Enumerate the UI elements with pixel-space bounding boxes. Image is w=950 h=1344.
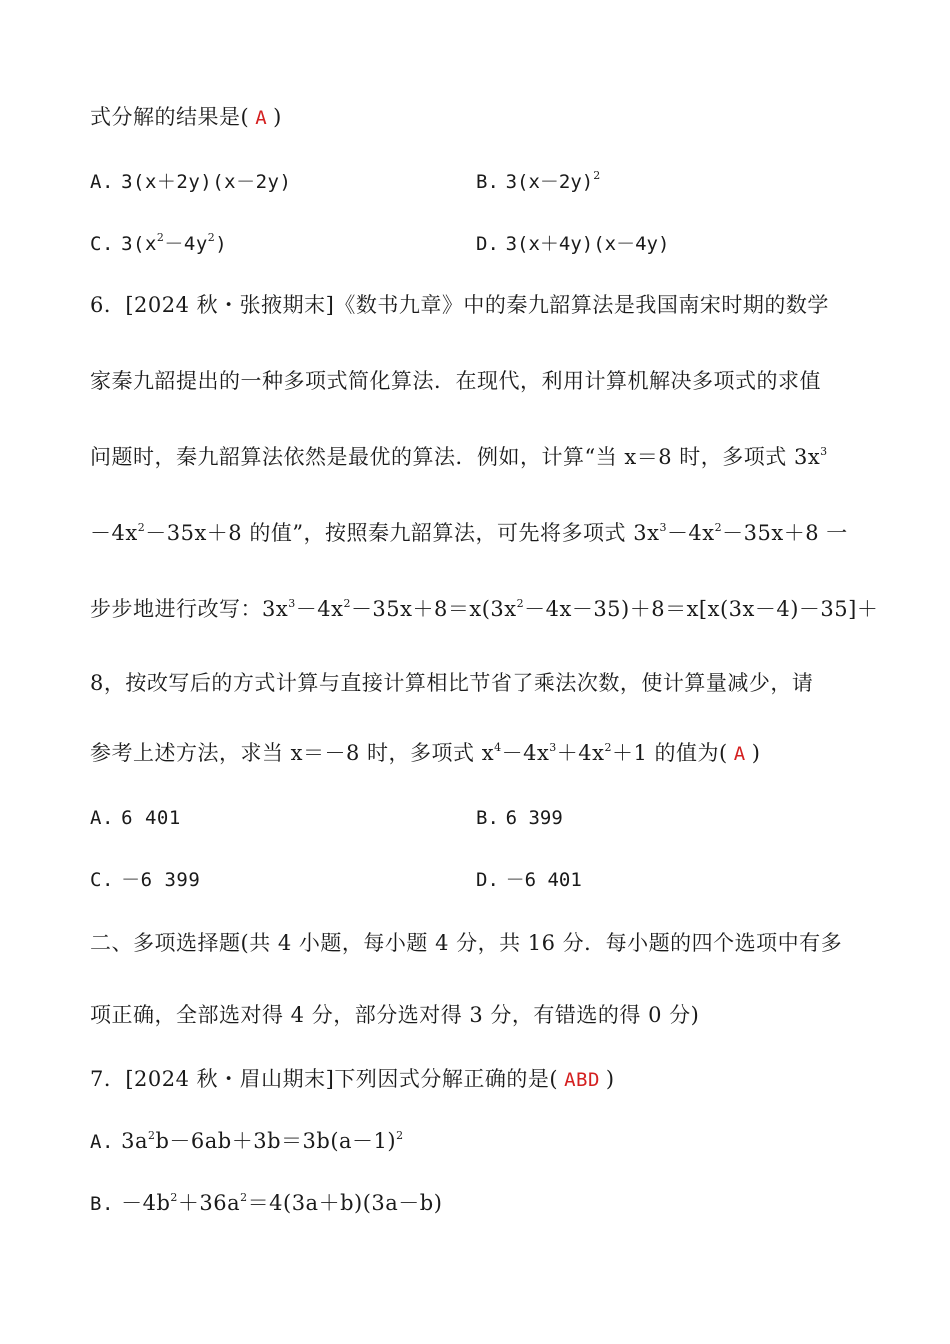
q6-line-7-sup: 3: [549, 741, 557, 754]
q6-option-c-value: －6 399: [121, 869, 201, 891]
q7-option-a: [90, 1126, 870, 1157]
q6-line-4-part: －35x＋8 的值”，按照秦九韶算法，可先将多项式 3x: [145, 521, 660, 545]
q6-line-1: 6．[2024 秋・张掖期末]《数书九章》中的秦九韶算法是我国南宋时期的数学: [90, 293, 829, 317]
q5-option-c-sup1: 2: [156, 231, 165, 244]
q6-line-7: [90, 738, 870, 769]
q6-line-5-part: －35x＋8＝x(3x: [350, 597, 517, 621]
q7-option-b: [90, 1188, 870, 1219]
q6-line-5-part: －4x－35)＋8＝x[x(3x－4)－35]＋: [524, 597, 879, 621]
q6-line-4-sup: 3: [659, 521, 667, 534]
q7-option-a-part: b－6ab＋3b＝3b(a－1): [155, 1129, 397, 1153]
q5-option-b-sup: 2: [593, 169, 601, 182]
q6-option-d: [476, 864, 582, 895]
q5-option-a-label: A.: [90, 171, 114, 193]
q7-answer: ABD: [564, 1069, 600, 1091]
q6-line-2: 家秦九韶提出的一种多项式简化算法．在现代，利用计算机解决多项式的求值: [90, 369, 821, 393]
q5-option-c-sup2: 2: [207, 231, 216, 244]
q5-option-b-label: B.: [476, 171, 499, 193]
q5-option-c-expr-a: 3(x: [121, 233, 157, 255]
q6-line-4-sup: 2: [137, 521, 146, 534]
q5-option-d: [476, 228, 669, 259]
q6-line-5-part: 步步地进行改写：3x: [90, 597, 289, 621]
q6-option-d-label: D.: [476, 869, 499, 891]
q6-line-7-sup: 4: [494, 741, 502, 754]
q6-option-a-label: A.: [90, 807, 114, 829]
q6-line-4: [90, 518, 870, 548]
q6-option-a-value: 6 401: [121, 807, 181, 829]
q7-option-b-part: ＋36a: [177, 1191, 241, 1215]
q6-close-paren: ): [751, 741, 761, 765]
q6-line-7-part: ＋4x: [556, 741, 605, 765]
q6-line-5-sup: 2: [343, 597, 351, 610]
q7-option-b-label: B.: [90, 1193, 114, 1215]
section-2-heading-line-1: 二、多项选择题(共 4 小题，每小题 4 分，共 16 分．每小题的四个选项中有多: [90, 931, 843, 955]
q6-option-b-value: 6 399: [505, 807, 563, 829]
q7-option-a-label: A.: [90, 1131, 114, 1153]
q5-stem-text: 式分解的结果是(: [90, 105, 250, 129]
q6-line-3-text: 问题时，秦九韶算法依然是最优的算法．例如，计算“当 x＝8 时，多项式 3x: [90, 445, 821, 469]
q6-line-5: [90, 594, 879, 624]
q6-option-d-value: －6 401: [505, 869, 582, 891]
q7-option-b-part: ＝4(3a＋b)(3a－b): [247, 1191, 443, 1215]
q5-answer: A: [255, 107, 268, 129]
q6-line-5-sup: 3: [288, 597, 296, 610]
q5-option-b-expr: 3(x－2y): [505, 171, 594, 193]
q6-line-7-part: －4x: [501, 741, 550, 765]
q6-line-4-part: －4x: [666, 521, 715, 545]
q7-close-paren: ): [605, 1067, 615, 1091]
q5-option-c-expr-c: ): [215, 233, 228, 255]
q6-line-7-part: 参考上述方法，求当 x＝－8 时，多项式 x: [90, 741, 495, 765]
q5-option-a-expr: 3(x＋2y)(x－2y): [121, 171, 292, 193]
q6-line-4-part: －35x＋8 一: [722, 521, 848, 545]
q7-option-a-part: 3a: [121, 1129, 148, 1153]
q7-option-a-sup: 2: [396, 1129, 404, 1142]
q5-close-paren: ): [273, 105, 282, 129]
q7-stem-text: 7．[2024 秋・眉山期末]下列因式分解正确的是(: [90, 1067, 559, 1091]
q6-line-7-sup: 2: [604, 741, 613, 754]
q6-option-b: [476, 802, 563, 833]
q7-option-b-sup: 2: [170, 1191, 178, 1204]
q7-option-a-sup: 2: [147, 1129, 156, 1142]
q6-option-c-label: C.: [90, 869, 114, 891]
q5-stem-tail: [90, 102, 870, 133]
q6-line-4-part: －4x: [90, 521, 138, 545]
q6-line-5-sup: 2: [516, 597, 525, 610]
q5-option-b: [476, 166, 600, 197]
q6-answer: A: [733, 743, 746, 765]
q5-option-d-label: D.: [476, 233, 499, 255]
q6-line-3-sup: 3: [820, 445, 828, 458]
q5-option-c-expr-b: －4y: [164, 233, 208, 255]
q6-line-6: 8，按改写后的方式计算与直接计算相比节省了乘法次数，使计算量减少，请: [90, 671, 814, 695]
q5-option-d-expr: 3(x＋4y)(x－4y): [505, 233, 670, 255]
q7-option-b-part: －4b: [121, 1191, 171, 1215]
q6-line-7-part: ＋1 的值为(: [612, 741, 728, 765]
q6-line-5-part: －4x: [295, 597, 344, 621]
q5-option-c-label: C.: [90, 233, 114, 255]
q7-option-b-sup: 2: [240, 1191, 248, 1204]
q7-stem: [90, 1064, 870, 1095]
q6-line-4-sup: 2: [714, 521, 723, 534]
q6-line-3: [90, 442, 870, 472]
q6-option-b-label: B.: [476, 807, 499, 829]
section-2-heading-line-2: 项正确，全部选对得 4 分，部分选对得 3 分，有错选的得 0 分): [90, 1003, 700, 1027]
